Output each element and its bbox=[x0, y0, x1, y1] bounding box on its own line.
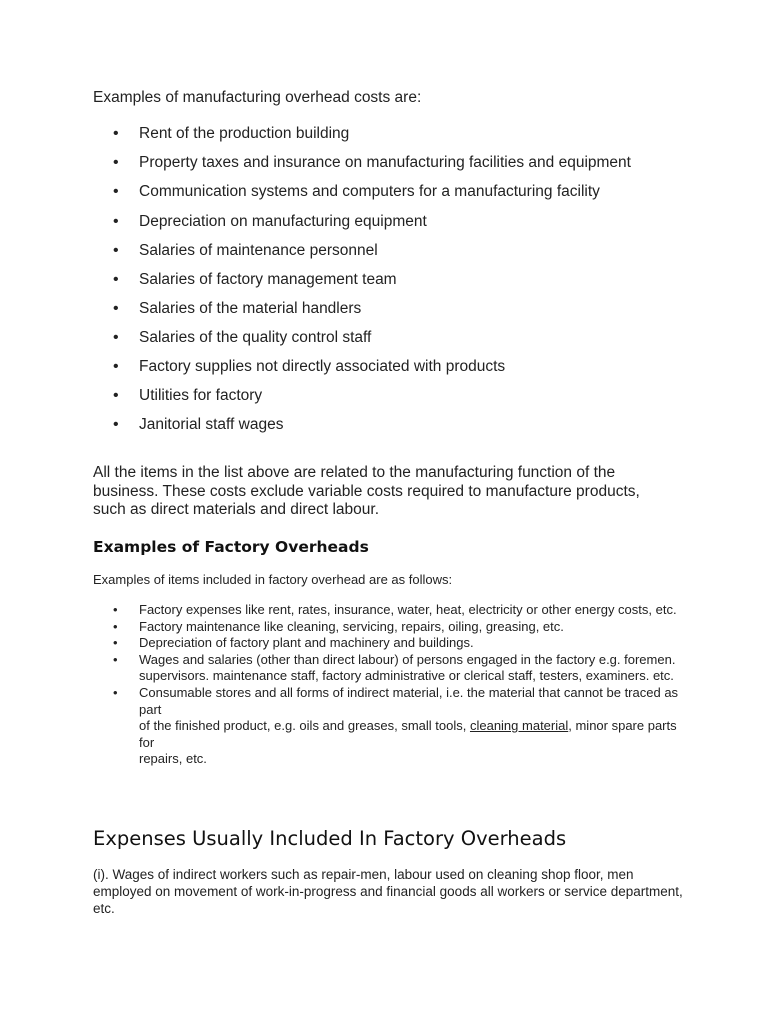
list-item: • Salaries of the material handlers bbox=[93, 299, 673, 318]
consumables-line-1: • Consumable stores and all forms of indirect material, i.e. the material that cannot be traced as part bbox=[139, 684, 679, 717]
overhead-cost-list bbox=[93, 124, 673, 434]
consumables-line-3: repairs, etc. bbox=[139, 751, 207, 767]
list-item: • Salaries of maintenance personnel bbox=[93, 241, 673, 260]
list-item: • Salaries of factory management team bbox=[93, 270, 673, 289]
factory-overheads-intro: Examples of items included in factory overhead are as follows: bbox=[93, 572, 453, 587]
list-item: • Rent of the production building bbox=[93, 124, 673, 143]
factory-overheads-list bbox=[93, 602, 683, 768]
consumables-line-2 bbox=[139, 718, 683, 751]
overhead-intro: Examples of manufacturing overhead costs are: bbox=[93, 89, 422, 106]
summary-paragraph: All the items in the list above are related to the manufacturing function of the business. These costs exclude variable costs required to manufacture products, such as direct materials and direct labour. bbox=[93, 464, 640, 518]
list-item: • Depreciation on manufacturing equipment bbox=[93, 212, 673, 231]
consumables-text-before: of the finished product, e.g. oils and greases, small tools, bbox=[139, 718, 470, 734]
list-item: • Factory supplies not directly associated with products bbox=[93, 357, 673, 376]
list-item: • Communication systems and computers for a manufacturing facility bbox=[93, 182, 673, 201]
consumables-text-after: , minor spare parts for bbox=[139, 718, 677, 750]
list-item: • Salaries of the quality control staff bbox=[93, 328, 673, 347]
expenses-heading: Expenses Usually Included In Factory Overheads bbox=[93, 827, 567, 850]
list-item: • Utilities for factory bbox=[93, 386, 673, 405]
factory-overheads-heading: Examples of Factory Overheads bbox=[93, 538, 369, 556]
list-item: • Factory expenses like rent, rates, insurance, water, heat, electricity or other energy costs, etc. bbox=[93, 602, 683, 619]
expenses-paragraph: (i). Wages of indirect workers such as repair-men, labour used on cleaning shop floor, men employed on movement of work-in-progress and financial goods all workers or service department, etc. bbox=[93, 867, 683, 916]
cleaning-material-link[interactable]: cleaning material bbox=[469, 718, 569, 734]
list-item: • Depreciation of factory plant and machinery and buildings. bbox=[93, 635, 683, 652]
list-item: • Property taxes and insurance on manufacturing facilities and equipment bbox=[93, 153, 673, 172]
list-item: • Janitorial staff wages bbox=[93, 415, 673, 434]
list-item-consumables bbox=[93, 685, 683, 768]
list-item: • Wages and salaries (other than direct labour) of persons engaged in the factory e.g. foremen. supervisors. maintenance staff, factory administrative or clerical staff, testers, examiners. etc. bbox=[93, 652, 683, 685]
list-item: • Factory maintenance like cleaning, servicing, repairs, oiling, greasing, etc. bbox=[93, 619, 683, 636]
